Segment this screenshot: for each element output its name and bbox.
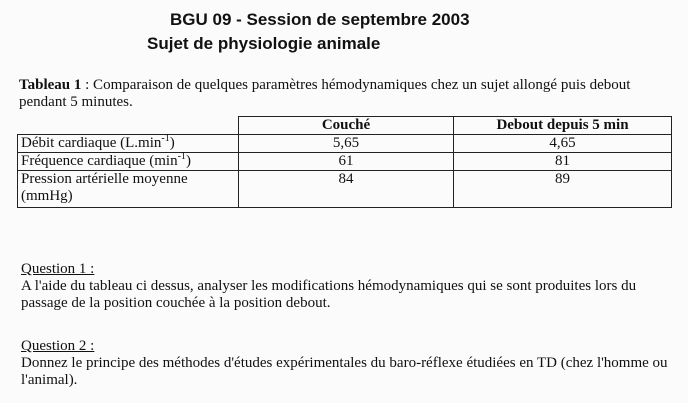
table-header-empty [18, 117, 239, 135]
param-suffix: ) [169, 135, 175, 151]
table-caption-text: : Comparaison de quelques paramètres hémodynamiques chez un sujet allongé puis debout pendant 5 minutes. [19, 77, 631, 110]
table-row [18, 135, 672, 153]
param-name: Débit cardiaque (L.min [21, 135, 162, 151]
table-caption-label: Tableau 1 [19, 77, 82, 93]
question-2-title: Question 2 : [21, 338, 95, 354]
param-exponent: -1 [161, 133, 170, 144]
table-cell-debout: 89 [454, 171, 672, 208]
table-cell-couche: 61 [239, 153, 454, 171]
question-1-text: A l'aide du tableau ci dessus, analyser les modifications hémodynamiques qui se sont produites lors du passage de la position couchée à la position debout. [21, 278, 637, 311]
question-2 [21, 338, 671, 389]
table-row-label [18, 153, 239, 171]
table-header-couche: Couché [239, 117, 454, 135]
table-caption [19, 77, 659, 111]
table-cell-debout: 4,65 [454, 135, 672, 153]
table-row [18, 171, 672, 208]
param-suffix: ) [185, 153, 191, 169]
table-row-label [18, 135, 239, 153]
table-cell-couche: 84 [239, 171, 454, 208]
table-header-debout: Debout depuis 5 min [454, 117, 672, 135]
table-cell-debout: 81 [454, 153, 672, 171]
table-row [18, 153, 672, 171]
hemodynamic-table [17, 116, 672, 208]
table-row-label [18, 171, 239, 208]
table-cell-couche: 5,65 [239, 135, 454, 153]
question-2-text: Donnez le principe des méthodes d'études expérimentales du baro-réflexe étudiées en TD (chez l'homme ou l'animal). [21, 355, 668, 388]
document-title: BGU 09 - Session de septembre 2003 [170, 10, 470, 29]
table-header-row [18, 117, 672, 135]
param-exponent: -1 [177, 151, 186, 162]
param-name: Pression artérielle moyenne (mmHg) [21, 171, 188, 204]
question-1 [21, 261, 671, 312]
question-1-title: Question 1 : [21, 261, 95, 277]
param-name: Fréquence cardiaque (min [21, 153, 178, 169]
document-subtitle: Sujet de physiologie animale [147, 34, 381, 53]
